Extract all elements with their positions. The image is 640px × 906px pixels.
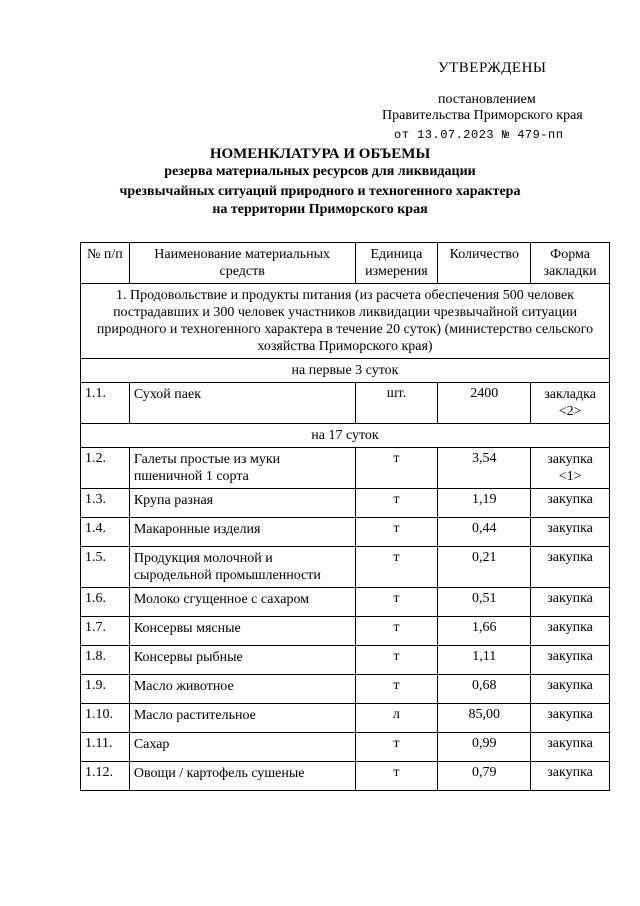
row-form: закупка: [531, 588, 610, 617]
row-name: Масло растительное: [129, 704, 355, 733]
row-form: закладка <2>: [531, 383, 610, 424]
nomenclature-table: [80, 242, 610, 791]
table-row: [81, 518, 610, 547]
table-row: [81, 704, 610, 733]
document-subtitle-line-2: чрезвычайных ситуаций природного и техногенного характера: [119, 184, 521, 199]
row-num: 1.3.: [81, 489, 130, 518]
row-unit: т: [355, 448, 438, 489]
row-unit: т: [355, 617, 438, 646]
row-unit: т: [355, 489, 438, 518]
row-unit: т: [355, 518, 438, 547]
row-name: Молоко сгущенное с сахаром: [129, 588, 355, 617]
row-num: 1.4.: [81, 518, 130, 547]
row-name: Галеты простые из муки пшеничной 1 сорта: [129, 448, 355, 489]
row-num: 1.7.: [81, 617, 130, 646]
row-num: 1.1.: [81, 383, 130, 424]
table-header-row: [81, 243, 610, 284]
row-form: закупка: [531, 646, 610, 675]
row-quantity: 85,00: [438, 704, 531, 733]
row-name: Сухой паек: [129, 383, 355, 424]
table-row: [81, 646, 610, 675]
row-unit: л: [355, 704, 438, 733]
row-quantity: 0,51: [438, 588, 531, 617]
row-quantity: 2400: [438, 383, 531, 424]
row-form: закупка <1>: [531, 448, 610, 489]
row-name: Овощи / картофель сушеные: [129, 762, 355, 791]
row-quantity: 0,79: [438, 762, 531, 791]
table-row: [81, 588, 610, 617]
row-num: 1.9.: [81, 675, 130, 704]
row-form: закупка: [531, 733, 610, 762]
row-name: Консервы рыбные: [129, 646, 355, 675]
row-num: 1.5.: [81, 547, 130, 588]
header-quantity: Количество: [438, 243, 531, 284]
section-row: [81, 284, 610, 359]
row-form: закупка: [531, 547, 610, 588]
approval-line-2: Правительства Приморского края: [382, 108, 583, 123]
table-row: [81, 489, 610, 518]
row-unit: т: [355, 762, 438, 791]
row-name: Макаронные изделия: [129, 518, 355, 547]
subsection-row: [81, 359, 610, 383]
row-unit: т: [355, 646, 438, 675]
table-row: [81, 547, 610, 588]
row-quantity: 1,66: [438, 617, 531, 646]
row-quantity: 0,99: [438, 733, 531, 762]
row-form: закупка: [531, 518, 610, 547]
approval-line-1: постановлением: [438, 92, 536, 107]
row-quantity: 0,68: [438, 675, 531, 704]
table-row: [81, 762, 610, 791]
document-subtitle-line-1: резерва материальных ресурсов для ликвидации: [164, 164, 476, 179]
document-title: НОМЕНКЛАТУРА И ОБЪЕМЫ: [209, 146, 431, 162]
row-num: 1.8.: [81, 646, 130, 675]
row-num: 1.11.: [81, 733, 130, 762]
row-name: Крупа разная: [129, 489, 355, 518]
row-num: 1.6.: [81, 588, 130, 617]
row-form: закупка: [531, 675, 610, 704]
header-name: Наименование материальных средств: [129, 243, 355, 284]
subsection-row: [81, 424, 610, 448]
table-row: [81, 448, 610, 489]
subsection-17-days: на 17 суток: [81, 424, 610, 448]
section-title: 1. Продовольствие и продукты питания (из расчета обеспечения 500 человек пострадавших и 300 человек участников ликвидации чрезвычайной ситуации природного и техногенного характера в течение 20 суток) (министерство сельского хозяйства Приморского края): [81, 284, 610, 359]
row-unit: шт.: [355, 383, 438, 424]
approval-date-number: от 13.07.2023 № 479-пп: [394, 128, 564, 142]
row-unit: т: [355, 675, 438, 704]
row-form: закупка: [531, 704, 610, 733]
table-row: [81, 617, 610, 646]
row-quantity: 1,11: [438, 646, 531, 675]
row-num: 1.10.: [81, 704, 130, 733]
row-form: закупка: [531, 489, 610, 518]
approval-title: УТВЕРЖДЕНЫ: [438, 60, 547, 76]
row-quantity: 1,19: [438, 489, 531, 518]
row-form: закупка: [531, 762, 610, 791]
row-unit: т: [355, 733, 438, 762]
row-name: Масло животное: [129, 675, 355, 704]
row-num: 1.2.: [81, 448, 130, 489]
document-subtitle-line-3: на территории Приморского края: [212, 202, 428, 217]
row-name: Сахар: [129, 733, 355, 762]
row-num: 1.12.: [81, 762, 130, 791]
table-row: [81, 733, 610, 762]
row-quantity: 3,54: [438, 448, 531, 489]
row-name: Продукция молочной и сыродельной промышленности: [129, 547, 355, 588]
row-form: закупка: [531, 617, 610, 646]
table-row: [81, 675, 610, 704]
header-num: № п/п: [81, 243, 130, 284]
header-form: Форма закладки: [531, 243, 610, 284]
row-name: Консервы мясные: [129, 617, 355, 646]
row-unit: т: [355, 588, 438, 617]
subsection-first-3-days: на первые 3 суток: [81, 359, 610, 383]
table-row: [81, 383, 610, 424]
row-quantity: 0,44: [438, 518, 531, 547]
row-unit: т: [355, 547, 438, 588]
row-quantity: 0,21: [438, 547, 531, 588]
header-unit: Единица измерения: [355, 243, 438, 284]
